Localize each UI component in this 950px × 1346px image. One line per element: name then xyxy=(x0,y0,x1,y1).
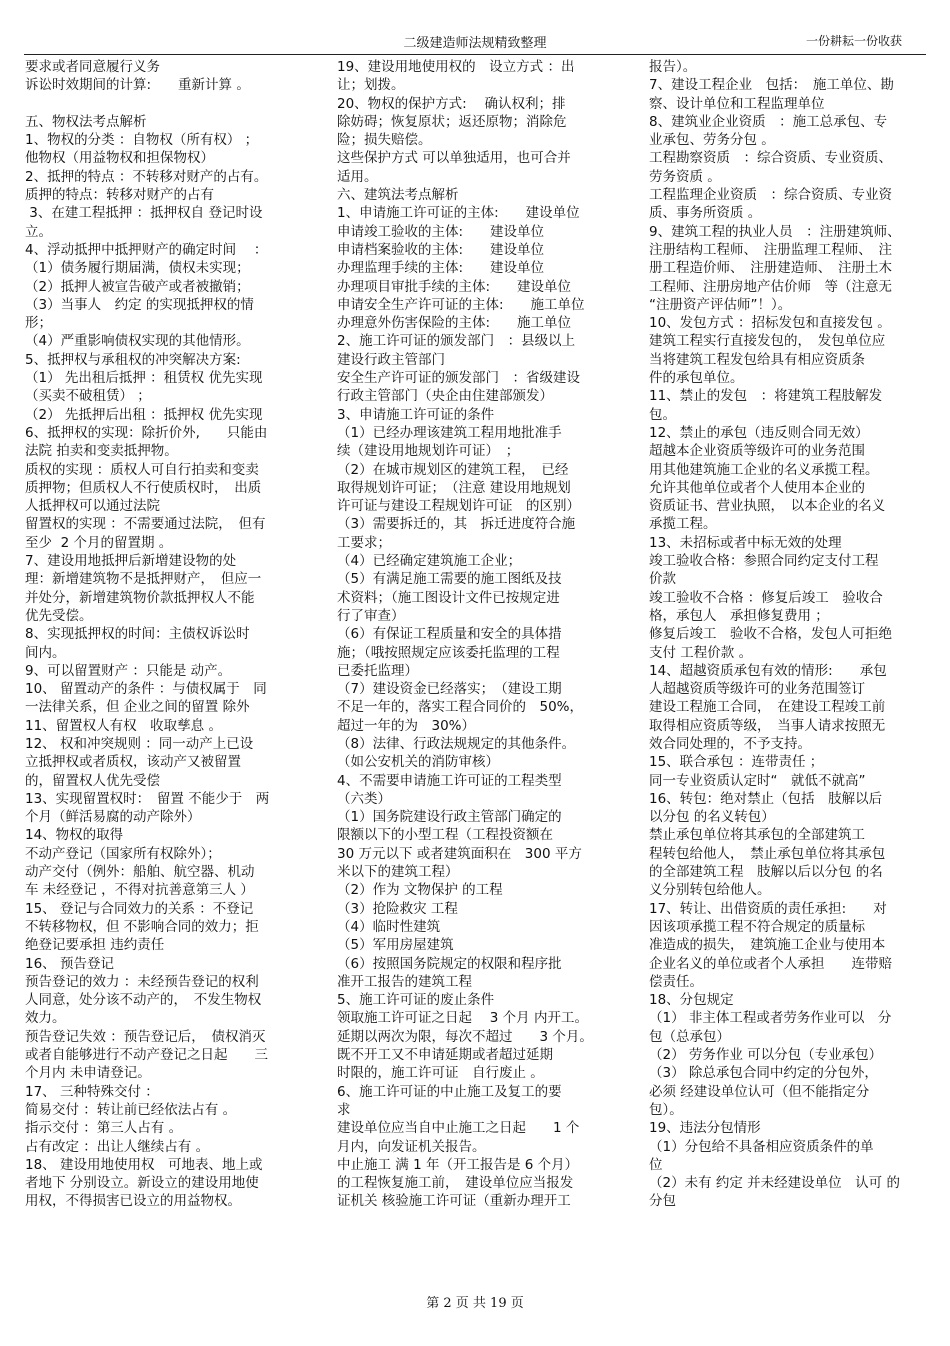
text-line: 5、抵押权与承租权的冲突解决方案: xyxy=(25,351,241,368)
text-line: 17、 三种特殊交付 ： xyxy=(25,1083,159,1100)
text-line: 承揽工程。 xyxy=(649,516,717,533)
text-line: 允许其他单位或者个人使用本企业的 xyxy=(649,479,865,496)
text-line: 价款 xyxy=(649,571,676,588)
text-line: （1）已经办理该建筑工程用地批准手 xyxy=(337,424,562,441)
text-line: 申请档案验收的主体: 建设单位 xyxy=(337,241,545,258)
text-line: 6、抵押权的实现：除折价外, 只能由 xyxy=(25,424,268,441)
text-line: 申请竣工验收的主体: 建设单位 xyxy=(337,223,545,240)
text-line: 求 xyxy=(337,1101,351,1118)
text-line: 这些保护方式 可以单独适用，也可合并 xyxy=(337,150,571,167)
text-line: 11、禁止的发包 ：将建筑工程肢解发 xyxy=(649,388,883,405)
page-footer-pagination: 第 2 页 共 19 页 xyxy=(426,1296,524,1311)
text-line: 修复后竣工 验收不合格，发包人可拒绝 xyxy=(649,626,892,643)
text-line: 一法律关系，但 企业之间的留置 除外 xyxy=(25,699,250,716)
text-line: 察、设计单位和工程监理单位 xyxy=(649,95,825,112)
text-line: 1、物权的分类 ：自物权（所有权） ； xyxy=(25,132,259,149)
text-line: 立。 xyxy=(25,223,52,240)
text-line: 7、建设工程企业 包括： 施工单位、勘 xyxy=(649,77,894,94)
text-line: 8、建筑业企业资质 ：施工总承包、专 xyxy=(649,113,888,130)
text-line: 效力。 xyxy=(25,1010,66,1027)
text-line: 安全生产许可证的颁发部门 ：省级建设 xyxy=(337,370,580,387)
text-line: 18、 建设用地使用权 可地表、地上或 xyxy=(25,1156,263,1173)
text-line: 的全部建筑工程 肢解以后以分包 的名 xyxy=(649,864,883,881)
text-line: （2） 先抵押后出租 ：抵押权 优先实现 xyxy=(25,406,263,423)
text-line: 险；损失赔偿。 xyxy=(337,132,432,149)
text-column-middle xyxy=(337,58,622,1211)
text-line: 准造成的损失， 建筑施工企业与使用本 xyxy=(649,937,886,954)
text-line: 要求或者同意履行义务 xyxy=(25,59,160,75)
text-line: （6）有保证工程质量和安全的具体措 xyxy=(337,626,562,643)
text-line: （1）分包给不具备相应资质条件的单 xyxy=(649,1138,874,1155)
text-line: 19、建设用地使用权的 设立方式 ：出 xyxy=(337,59,575,75)
text-line: （1） 先出租后抵押 ：租赁权 优先实现 xyxy=(25,370,263,387)
text-line: 不动产登记（国家所有权除外）； xyxy=(25,845,221,862)
text-line: 资质证书、营业执照， 以本企业的名义 xyxy=(649,498,886,515)
text-line: 因该项承揽工程不符合规定的质量标 xyxy=(649,918,865,935)
text-line: 18、分包规定 xyxy=(649,992,734,1009)
text-line: 人抵押权可以通过法院 xyxy=(25,498,160,515)
text-line: 超过一年的为 30%） xyxy=(337,717,476,734)
text-line: 效合同处理的，不予支持。 xyxy=(649,735,811,752)
text-line: 12、 权和冲突规则 ：同一动产上已设 xyxy=(25,735,254,752)
text-line: 办理意外伤害保险的主体: 施工单位 xyxy=(337,315,572,332)
text-line: 分包 xyxy=(649,1193,676,1210)
page-header-slogan: 一份耕耘一份收获 xyxy=(805,34,902,48)
text-line: 16、 预告登记 xyxy=(25,955,114,972)
text-line: 延期以两次为限，每次不超过 3 个月。 xyxy=(337,1028,593,1045)
text-line: 包。 xyxy=(649,406,676,423)
text-line: （5）军用房屋建筑 xyxy=(337,937,454,954)
text-line: （2）作为 文物保护 的工程 xyxy=(337,882,503,899)
text-line: 证机关 核验施工许可证（重新办理开工 xyxy=(337,1193,571,1210)
text-line: 限额以下的小型工程（工程投资额在 xyxy=(337,827,553,844)
text-line: 工要求； xyxy=(337,534,391,551)
text-line: 3、在建工程抵押 ：抵押权自 登记时设 xyxy=(25,205,263,222)
text-line: 7、建设用地抵押后新增建设物的处 xyxy=(25,553,237,570)
text-line: 至少 2 个月的留置期 。 xyxy=(25,534,173,551)
text-line: 并处分，新增建筑物价款抵押权人不能 xyxy=(25,589,255,606)
text-line: 办理项目审批手续的主体: 建设单位 xyxy=(337,278,572,295)
text-line: 六、建筑法考点解析 xyxy=(337,187,459,204)
text-line: 绝登记要承担 违约责任 xyxy=(25,937,165,954)
text-line: 14、物权的取得 xyxy=(25,827,124,844)
text-line: 必须 经建设单位认可（但不能指定分 xyxy=(649,1083,870,1100)
text-line: 企业名义的单位或者个人承担 连带赔 xyxy=(649,955,892,972)
text-line: 13、未招标或者中标无效的处理 xyxy=(649,534,842,551)
text-line: 3、申请施工许可证的条件 xyxy=(337,406,495,423)
text-line: 9、可以留置财产 ：只能是 动产。 xyxy=(25,662,232,679)
text-line: 20、物权的保护方式: 确认权利；排 xyxy=(337,95,566,112)
text-line: 业承包、劳务分包 。 xyxy=(649,132,775,149)
text-line: 包）。 xyxy=(649,1101,683,1118)
text-line: 2、抵押的特点 ：不转移对财产的占有。 xyxy=(25,168,268,185)
text-line: 让；划拨。 xyxy=(337,77,405,94)
text-line: 建设工程施工合同， 在建设工程竣工前 xyxy=(649,699,886,716)
text-line: 包（总承包） xyxy=(649,1028,730,1045)
text-line: 14、超越资质承包有效的情形: 承包 xyxy=(649,662,887,679)
text-line: （2）抵押人被宣告破产或者被撤销； xyxy=(25,278,250,295)
text-line: 适用。 xyxy=(337,168,378,185)
text-line: 竣工验收合格：参照合同约定支付工程 xyxy=(649,553,879,570)
text-line: 月内，向发证机关报告。 xyxy=(337,1138,486,1155)
text-line: 8、实现抵押权的时间：主债权诉讼时 xyxy=(25,626,250,643)
text-line: 准开工报告的建筑工程 xyxy=(337,973,472,990)
text-line: 简易交付 ：转让前已经依法占有 。 xyxy=(25,1101,237,1118)
text-line: 个月（鲜活易腐的动产除外） xyxy=(25,809,201,826)
text-line: （7）建设资金已经落实； （建设工期 xyxy=(337,681,562,698)
text-line: 质权的实现 ：质权人可自行拍卖和变卖 xyxy=(25,461,259,478)
text-line: （2）未有 约定 并未经建设单位 认可 的 xyxy=(649,1175,900,1192)
text-line: （5）有满足施工需要的施工图纸及技 xyxy=(337,571,562,588)
text-line: 质押的特点：转移对财产的占有 xyxy=(25,187,214,204)
text-line: 动产交付（例外：船舶、航空器、机动 xyxy=(25,864,255,881)
text-line: 诉讼时效期间的计算: 重新计算 。 xyxy=(25,77,250,94)
text-line: 优先受偿。 xyxy=(25,607,93,624)
text-line: 注册结构工程师、 注册监理工程师、 注 xyxy=(649,241,892,258)
text-line: （1） 非主体工程或者劳务作业可以 分 xyxy=(649,1010,892,1027)
text-line: 超越本企业资质等级许可的业务范围 xyxy=(649,443,865,460)
text-line: 领取施工许可证之日起 3 个月 内开工。 xyxy=(337,1010,588,1027)
text-line: 禁止承包单位将其承包的全部建筑工 xyxy=(649,827,865,844)
text-line: 不足一年的，落实工程合同价的 50%， xyxy=(337,699,584,716)
text-line: 时限的，施工许可证 自行废止 。 xyxy=(337,1065,544,1082)
text-line: 预告登记失效 ：预告登记后， 债权消灭 xyxy=(25,1028,266,1045)
text-line: 行政主管部门（央企由住建部颁发） xyxy=(337,388,553,405)
text-line: 6、施工许可证的中止施工及复工的要 xyxy=(337,1083,562,1100)
text-line: 米以下的建筑工程） xyxy=(337,864,459,881)
text-line: 4、不需要申请施工许可证的工程类型 xyxy=(337,772,562,789)
text-line: 形； xyxy=(25,315,52,332)
text-line: 人超越资质等级许可的业务范围签订 xyxy=(649,681,865,698)
text-line: 质押物；但质权人不行使质权时， 出质 xyxy=(25,479,262,496)
text-line: 4、浮动抵押中抵押财产的确定时间 ： xyxy=(25,241,268,258)
text-line: 当将建筑工程发包给具有相应资质条 xyxy=(649,351,865,368)
text-line: 理：新增建筑物不是抵押财产， 但应一 xyxy=(25,571,262,588)
text-line: 同一专业资质认定时“ 就低不就高” xyxy=(649,772,866,789)
text-line: （4）已经确定建筑施工企业； xyxy=(337,553,522,570)
text-line: 取得相应资质等级， 当事人请求按照无 xyxy=(649,717,886,734)
text-line: 用权，不得损害已设立的用益物权。 xyxy=(25,1193,241,1210)
text-line: （买卖不破租赁） ； xyxy=(25,388,151,405)
text-line: 17、转让、出借资质的责任承担: 对 xyxy=(649,900,887,917)
text-line: 的，留置权人优先受偿 xyxy=(25,772,160,789)
text-line: 除妨碍；恢复原状；返还原物；消除危 xyxy=(337,113,567,130)
text-line: 30 万元以下 或者建筑面积在 300 平方 xyxy=(337,845,582,862)
text-line: （如公安机关的消防审核） xyxy=(337,754,499,771)
text-line: 竣工验收不合格 ：修复后竣工 验收合 xyxy=(649,589,883,606)
text-line: 办理监理手续的主体: 建设单位 xyxy=(337,260,545,277)
text-line: 指示交付 ：第三人占有 。 xyxy=(25,1120,183,1137)
text-line: 法院 拍卖和变卖抵押物。 xyxy=(25,443,178,460)
text-line: 个月内 未申请登记。 xyxy=(25,1065,151,1082)
text-line: 9、建筑工程的执业人员 ：注册建筑师、 xyxy=(649,223,901,240)
text-line: 工程勘察资质 ：综合资质、专业资质、 xyxy=(649,150,892,167)
text-line: 2、施工许可证的颁发部门 ：县级以上 xyxy=(337,333,576,350)
text-line: 15、 登记与合同效力的关系 ：不登记 xyxy=(25,900,254,917)
text-line: （3） 除总承包合同中约定的分包外， xyxy=(649,1065,878,1082)
text-line: 劳务资质 。 xyxy=(649,168,721,185)
text-line: 位 xyxy=(649,1156,663,1173)
text-line: （8）法律、行政法规规定的其他条件。 xyxy=(337,735,576,752)
text-line: 19、违法分包情形 xyxy=(649,1120,761,1137)
text-line: （4）临时性建筑 xyxy=(337,918,441,935)
header-divider xyxy=(24,54,926,55)
text-line: （1）国务院建设行政主管部门确定的 xyxy=(337,809,562,826)
text-line: 1、申请施工许可证的主体: 建设单位 xyxy=(337,205,580,222)
text-line: （3）当事人 约定 的实现抵押权的情 xyxy=(25,296,254,313)
text-line: 格，承包人 承担修复费用 ； xyxy=(649,607,829,624)
text-line: 程转包给他人， 禁止承包单位将其承包 xyxy=(649,845,886,862)
text-line: （3）抢险救灾 工程 xyxy=(337,900,458,917)
text-line: 建设单位应当自中止施工之日起 1 个 xyxy=(337,1120,580,1137)
text-line: 既不开工又不申请延期或者超过延期 xyxy=(337,1047,553,1064)
text-line: 11、留置权人有权 收取孳息 。 xyxy=(25,717,222,734)
text-line: 施；（哦按照规定应该委托监理的工程 xyxy=(337,644,560,661)
text-line: 建筑工程实行直接发包的， 发包单位应 xyxy=(649,333,886,350)
text-line: “注册资产评估师”！）。 xyxy=(649,296,792,313)
text-line: 间内。 xyxy=(25,644,66,661)
text-line: （1）债务履行期届满，债权未实现； xyxy=(25,260,250,277)
text-column-right xyxy=(649,58,931,1211)
text-line: 占有改定 ：出让人继续占有 。 xyxy=(25,1138,210,1155)
text-line: 件的承包单位。 xyxy=(649,370,744,387)
text-line: 10、 留置动产的条件 ：与债权属于 同 xyxy=(25,681,267,698)
text-line: 质、事务所资质 。 xyxy=(649,205,762,222)
text-line: 报告）。 xyxy=(649,59,697,75)
text-line: （六类） xyxy=(337,790,391,807)
text-line: 10、发包方式 ：招标发包和直接发包 。 xyxy=(649,315,891,332)
text-line: 五、物权法考点解析 xyxy=(25,113,147,130)
text-line: 续（建设用地规划许可证） ； xyxy=(337,443,520,460)
text-line: 12、禁止的承包（违反则合同无效） xyxy=(649,424,869,441)
text-line: 者地下 分别设立。新设立的建设用地使 xyxy=(25,1175,259,1192)
text-line: 留置权的实现 ：不需要通过法院， 但有 xyxy=(25,516,266,533)
text-column-left xyxy=(25,58,310,1211)
text-line: 预告登记的效力 ：未经预告登记的权利 xyxy=(25,973,259,990)
text-line: 许可证与建设工程规划许可证 的区别） xyxy=(337,498,580,515)
page-header-title: 二级建造师法规精致整理 xyxy=(403,36,547,51)
text-line: 以分包 的名义转包） xyxy=(649,809,775,826)
text-line: 偿责任。 xyxy=(649,973,703,990)
text-line: 工程监理企业资质 ：综合资质、专业资 xyxy=(649,187,892,204)
text-line: 工程师、注册房地产估价师 等（注意无 xyxy=(649,278,892,295)
text-line: 的工程恢复施工前， 建设单位应当报发 xyxy=(337,1175,574,1192)
text-line: （6）按照国务院规定的权限和程序批 xyxy=(337,955,562,972)
text-line: 15、联合承包 ：连带责任 ； xyxy=(649,754,824,771)
text-line xyxy=(25,95,310,113)
text-line: 术资料；（施工图设计文件已按规定进 xyxy=(337,589,560,606)
text-line: 已委托监理） xyxy=(337,662,418,679)
text-line: （3）需要拆迁的，其 拆迁进度符合施 xyxy=(337,516,576,533)
text-line: 或者自能够进行不动产登记之日起 三 xyxy=(25,1047,268,1064)
text-line: （2） 劳务作业 可以分包（专业承包） xyxy=(649,1047,883,1064)
text-line: 13、实现留置权时： 留置 不能少于 两 xyxy=(25,790,270,807)
text-line: （2）在城市规划区的建筑工程， 已经 xyxy=(337,461,569,478)
text-line: 5、施工许可证的废止条件 xyxy=(337,992,495,1009)
text-line: 他物权（用益物权和担保物权） xyxy=(25,150,214,167)
text-line: 人同意，处分该不动产的， 不发生物权 xyxy=(25,992,262,1009)
text-line: 中止施工 满 1 年（开工报告是 6 个月） xyxy=(337,1156,579,1173)
text-line: 支付 工程价款 。 xyxy=(649,644,753,661)
text-line: （4）严重影响债权实现的其他情形。 xyxy=(25,333,250,350)
text-line: 取得规划许可证； （注意 建设用地规划 xyxy=(337,479,571,496)
text-line: 建设行政主管部门 xyxy=(337,351,445,368)
text-line: 行了审查） xyxy=(337,607,405,624)
text-line: 用其他建筑施工企业的名义承揽工程。 xyxy=(649,461,879,478)
text-line: 立抵押权或者质权，该动产又被留置 xyxy=(25,754,241,771)
text-line: 册工程造价师、 注册建造师、 注册土木 xyxy=(649,260,892,277)
text-line: 义分别转包给他人。 xyxy=(649,882,771,899)
text-line: 16、转包：绝对禁止（包括 肢解以后 xyxy=(649,790,883,807)
text-line: 车 未经登记 ，不得对抗善意第三人 ） xyxy=(25,882,254,899)
text-line: 不转移物权，但 不影响合同的效力；拒 xyxy=(25,918,259,935)
text-line: 申请安全生产许可证的主体: 施工单位 xyxy=(337,296,585,313)
